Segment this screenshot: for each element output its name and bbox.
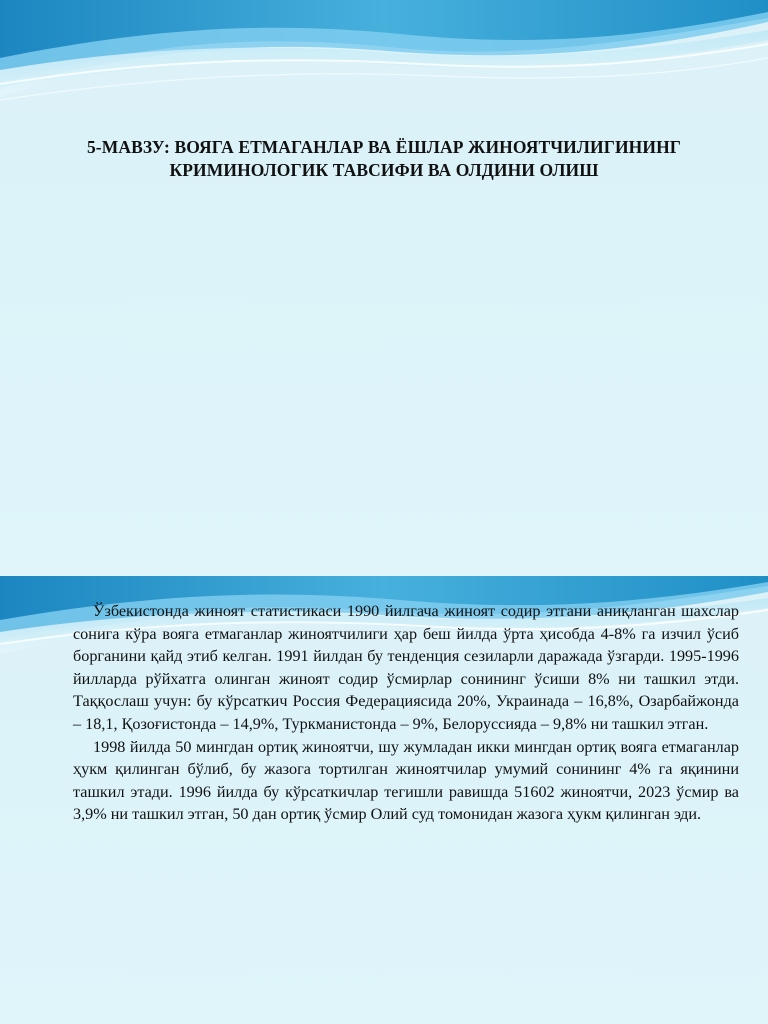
title-line-1: 5-МАВЗУ: ВОЯГА ЕТМАГАНЛАР ВА ЁШЛАР ЖИНОЯТЧИЛИГИНИНГ [86,137,682,157]
paragraph-2: 1998 йилда 50 мингдан ортиқ жиноятчи, шу жумладан икки мингдан ортиқ вояга етмаганлар ҳукм қилинган бўлиб, бу жазога тортилган жиноятчилар умумий сонининг 4% га яқинини ташкил этади. 1996 йилда бу кўрсаткичлар тегишли равишда 51602 жиноятчи, 2023 ўсмир ва 3,9% ни ташкил этган, 50 дан ортиқ ўсмир Олий суд томонидан жазога ҳукм қилинган эди. [73,737,739,824]
slide-title [30,136,738,182]
slide-body-text [73,600,739,826]
slide-2 [0,576,768,1024]
paragraph-1: Ўзбекистонда жиноят статистикаси 1990 йилгача жиноят содир этгани аниқланган шахслар сонига кўра вояга етмаганлар жиноятчилиги ҳар беш йилда ўрта ҳисобда 4-8% га изчил ўсиб борганини қайд этиб келган. 1991 йилдан бу тенденция сезиларли даражада ўзгарди. 1995-1996 йилларда рўйхатга олинган жиноят содир ўсмирлар сонининг ўсиши 8% ни ташкил этди. Таққослаш учун: бу кўрсаткич Россия Федерациясида 20%, Украинада – 16,8%, Озарбайжонда – 18,1, Қозоғистонда – 14,9%, Туркманистонда – 9%, Белоруссияда – 9,8% ни ташкил этган. [73,602,739,733]
title-line-2: КРИМИНОЛОГИК ТАВСИФИ ВА ОЛДИНИ ОЛИШ [169,160,599,180]
wave-header-graphic [0,0,768,110]
